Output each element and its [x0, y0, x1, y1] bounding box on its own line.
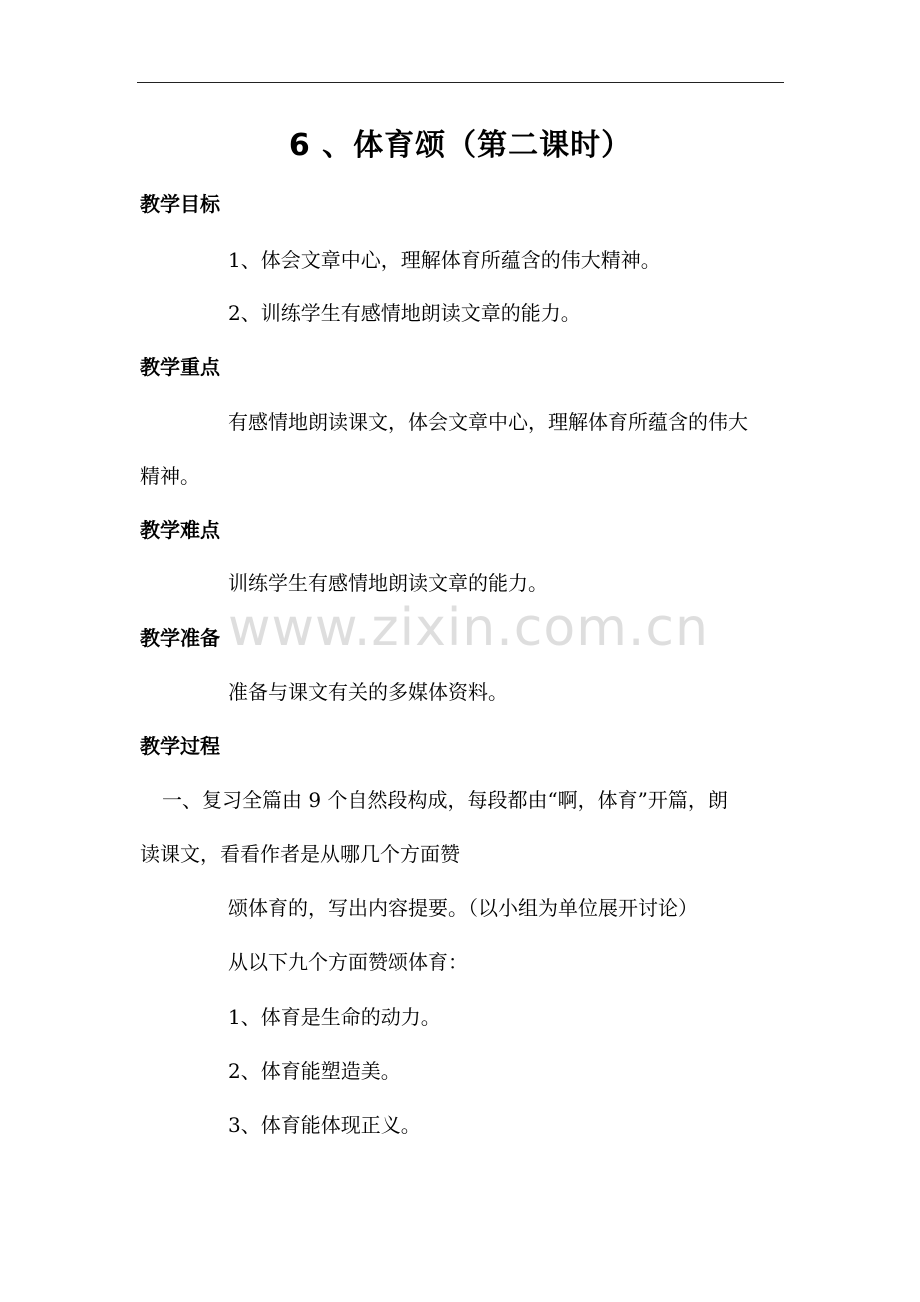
difficulty-text: 训练学生有感情地朗读文章的能力。 [228, 571, 548, 595]
prep-text: 准备与课文有关的多媒体资料。 [228, 680, 508, 704]
process-line-4: 从以下九个方面赞颂体育： [228, 950, 468, 974]
header-rule [137, 82, 784, 83]
goal-1: 1、体会文章中心，理解体育所蕴含的伟大精神。 [228, 248, 661, 272]
process-line-3: 颂体育的，写出内容提要。（以小组为单位展开讨论） [228, 896, 698, 920]
page-title: 6 、体育颂（第二课时） [288, 128, 633, 163]
key-line-1: 有感情地朗读课文，体会文章中心，理解体育所蕴含的伟大 [228, 410, 748, 434]
list-item: 1、体育是生命的动力。 [228, 1005, 441, 1029]
heading-goals: 教学目标 [140, 192, 220, 216]
heading-key: 教学重点 [140, 355, 220, 379]
list-item: 3、体育能体现正义。 [228, 1113, 421, 1137]
list-item: 2、体育能塑造美。 [228, 1059, 401, 1083]
heading-prep: 教学准备 [140, 626, 220, 650]
heading-difficulty: 教学难点 [140, 518, 220, 542]
heading-process: 教学过程 [140, 734, 220, 758]
key-line-2: 精神。 [140, 464, 200, 488]
process-line-2: 读课文，看看作者是从哪几个方面赞 [140, 842, 460, 866]
process-line-1: 一、复习全篇由 9 个自然段构成，每段都由“啊，体育”开篇，朗 [162, 788, 728, 812]
watermark: www.zixin.com.cn [228, 598, 709, 658]
goal-2: 2、训练学生有感情地朗读文章的能力。 [228, 301, 581, 325]
